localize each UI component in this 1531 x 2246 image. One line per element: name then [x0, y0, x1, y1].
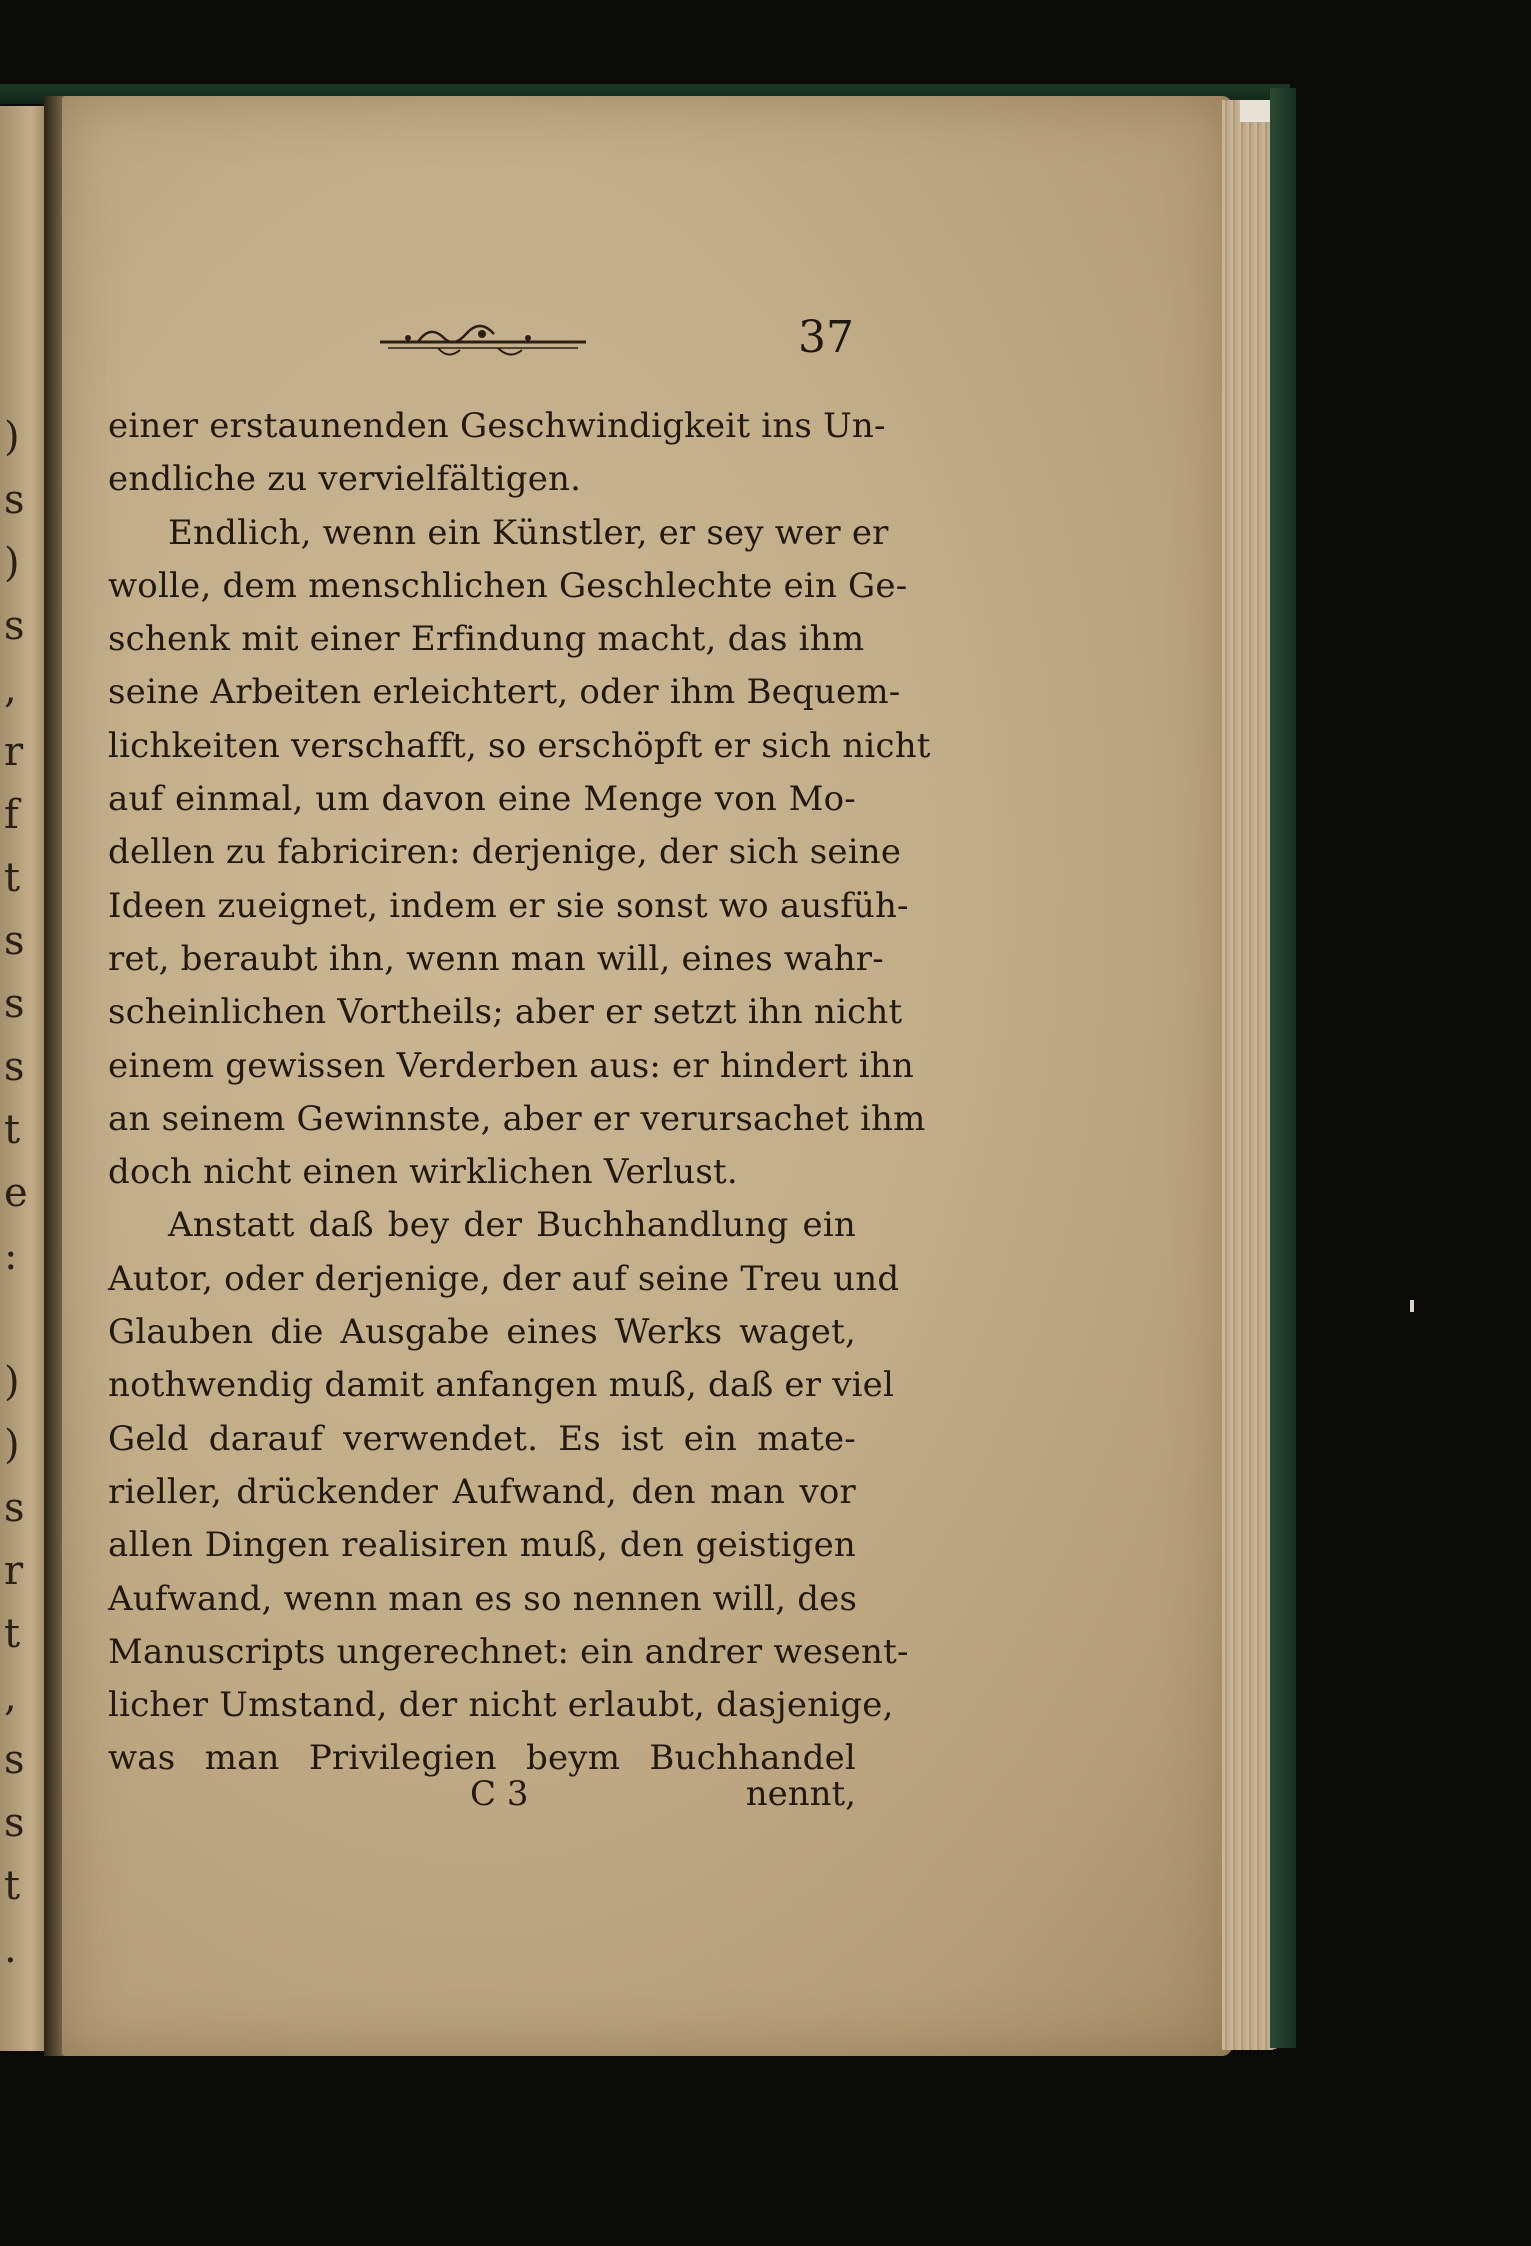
- left-margin-mark: ): [4, 540, 20, 586]
- left-margin-mark: t: [4, 1863, 21, 1909]
- text-line: Endlich, wenn ein Künstler, er sey wer er: [168, 512, 889, 553]
- text-line: endliche zu vervielfältigen.: [108, 459, 582, 500]
- left-page-margin-text: [4, 406, 34, 1981]
- text-line: was man Privilegien beym Buchhandel: [108, 1738, 856, 1779]
- left-margin-mark: t: [4, 1611, 21, 1657]
- text-line: licher Umstand, der nicht erlaubt, dasjenige,: [108, 1685, 894, 1726]
- cover-board: [1270, 88, 1296, 2048]
- text-line: Anstatt daß bey der Buchhandlung ein: [168, 1205, 856, 1246]
- left-margin-mark: e: [4, 1170, 28, 1216]
- page-footer: [108, 1774, 856, 1826]
- text-line: Ideen zueignet, indem er sie sonst wo ausfüh-: [108, 885, 909, 926]
- text-line: dellen zu fabriciren: derjenige, der sich seine: [108, 832, 902, 873]
- left-margin-mark: s: [4, 603, 25, 649]
- left-margin-mark: ): [4, 1422, 20, 1468]
- endpaper-strip: [1240, 100, 1270, 122]
- text-line: Glauben die Ausgabe eines Werks waget,: [108, 1312, 856, 1353]
- text-line: ret, beraubt ihn, wenn man will, eines wahr-: [108, 938, 884, 979]
- left-margin-mark: ): [4, 414, 20, 460]
- text-line: Aufwand, wenn man es so nennen will, des: [108, 1578, 858, 1619]
- text-line: wolle, dem menschlichen Geschlechte ein Ge-: [108, 565, 908, 606]
- left-margin-mark: s: [4, 918, 25, 964]
- left-margin-mark: t: [4, 855, 21, 901]
- text-line: nothwendig damit anfangen muß, daß er viel: [108, 1365, 895, 1406]
- left-margin-mark: ,: [4, 666, 17, 712]
- text-line: einem gewissen Verderben aus: er hindert ihn: [108, 1045, 914, 1086]
- left-margin-mark: s: [4, 1485, 25, 1531]
- text-line: doch nicht einen wirklichen Verlust.: [108, 1152, 738, 1193]
- text-line: Geld darauf verwendet. Es ist ein mate-: [108, 1418, 856, 1459]
- text-line: Manuscripts ungerechnet: ein andrer wesent-: [108, 1631, 909, 1672]
- left-margin-mark: s: [4, 1800, 25, 1846]
- left-margin-mark: ): [4, 1359, 20, 1405]
- text-line: allen Dingen realisiren muß, den geistigen: [108, 1525, 856, 1566]
- left-margin-mark: r: [4, 1548, 24, 1594]
- left-margin-mark: r: [4, 729, 24, 775]
- text-line: seine Arbeiten erleichtert, oder ihm Bequem-: [108, 672, 901, 713]
- left-margin-mark: s: [4, 477, 25, 523]
- text-line: an seinem Gewinnste, aber er verursachet ihm: [108, 1098, 926, 1139]
- catchword: nennt,: [745, 1774, 856, 1814]
- header-ornament-icon: [378, 310, 588, 370]
- left-margin-mark: [4, 1288, 34, 1351]
- left-margin-mark: ,: [4, 1674, 17, 1720]
- left-margin-mark: .: [4, 1926, 17, 1972]
- left-margin-mark: s: [4, 981, 25, 1027]
- text-line: scheinlichen Vortheils; aber er setzt ihn nicht: [108, 992, 903, 1033]
- page-number: 37: [798, 312, 854, 363]
- left-margin-mark: f: [4, 792, 19, 838]
- dust-speck: [1410, 1300, 1414, 1312]
- signature-mark: C 3: [470, 1774, 529, 1814]
- text-line: rieller, drückender Aufwand, den man vor: [108, 1471, 856, 1512]
- left-margin-mark: s: [4, 1044, 25, 1090]
- text-line: Autor, oder derjenige, der auf seine Treu und: [108, 1258, 900, 1299]
- text-line: einer erstaunenden Geschwindigkeit ins Un-: [108, 406, 886, 446]
- body-text: [108, 400, 931, 1786]
- text-line: schenk mit einer Erfindung macht, das ihm: [108, 619, 865, 660]
- left-margin-mark: t: [4, 1107, 21, 1153]
- text-line: lichkeiten verschafft, so erschöpft er sich nicht: [108, 725, 931, 766]
- text-line: auf einmal, um davon eine Menge von Mo-: [108, 779, 856, 820]
- left-margin-mark: s: [4, 1737, 25, 1783]
- left-margin-mark: :: [4, 1233, 18, 1279]
